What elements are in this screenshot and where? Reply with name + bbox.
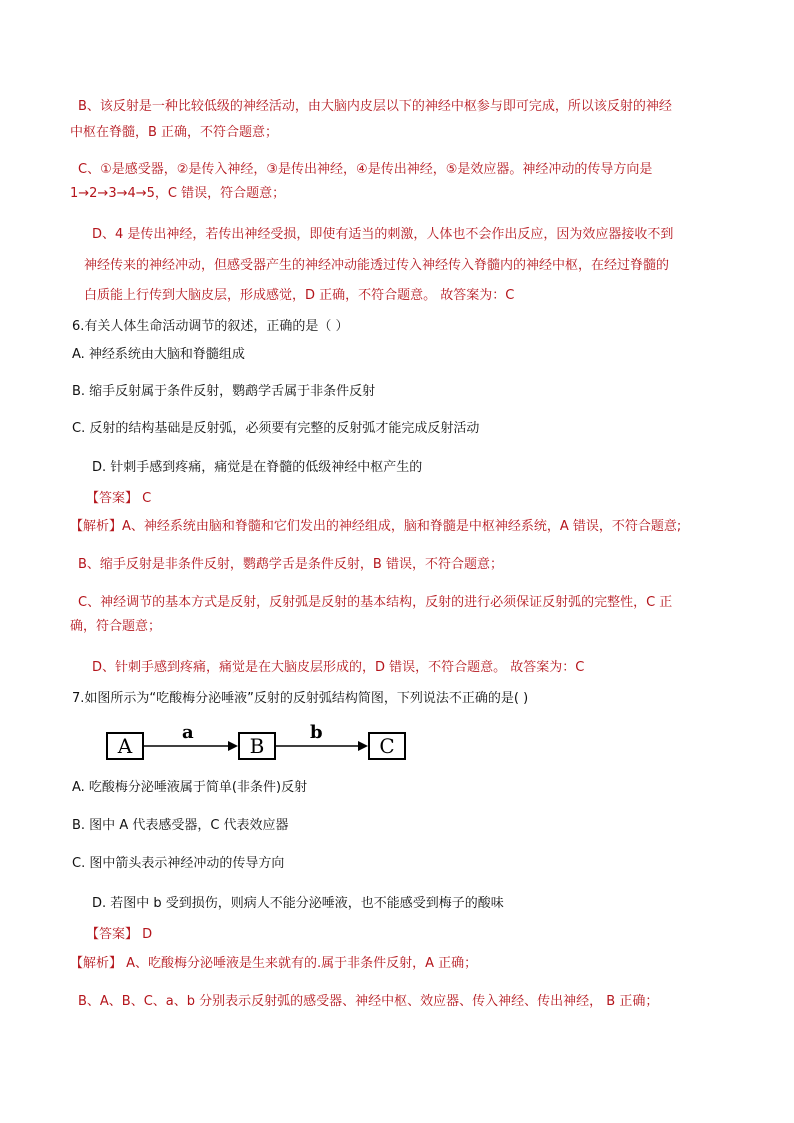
analysis-line: 【解析】 A、吃酸梅分泌唾液是生来就有的.属于非条件反射，A 正确； bbox=[70, 956, 478, 971]
option-d: D. 针刺手感到疼痛，痛觉是在脊髓的低级神经中枢产生的 bbox=[92, 460, 423, 475]
question-text: 7.如图所示为“吃酸梅分泌唾液”反射的反射弧结构简图，下列说法不正确的是( ) bbox=[72, 691, 529, 706]
text-line: C、①是感受器，②是传入神经，③是传出神经，④是传出神经，⑤是效应器。神经冲动的传导方向是 bbox=[78, 162, 653, 177]
answer-label: 【答案】 C bbox=[86, 491, 152, 506]
analysis-line: D、针刺手感到疼痛，痛觉是在大脑皮层形成的，D 错误，不符合题意。 故答案为：C bbox=[92, 660, 585, 675]
diagram-box-a: A bbox=[106, 732, 144, 760]
text-line: B、该反射是一种比较低级的神经活动，由大脑内皮层以下的神经中枢参与即可完成，所以该反射的神经 bbox=[78, 99, 672, 114]
text-line: 白质能上行传到大脑皮层，形成感觉，D 正确，不符合题意。 故答案为：C bbox=[84, 288, 515, 303]
analysis-line: C、神经调节的基本方式是反射，反射弧是反射的基本结构，反射的进行必须保证反射弧的完整性，C 正 bbox=[78, 595, 673, 610]
option-c: C. 反射的结构基础是反射弧，必须要有完整的反射弧才能完成反射活动 bbox=[72, 421, 480, 436]
analysis-line: B、缩手反射是非条件反射，鹦鹉学舌是条件反射，B 错误，不符合题意； bbox=[78, 557, 503, 572]
text-line: 中枢在脊髓，B 正确，不符合题意； bbox=[70, 125, 279, 140]
text-line: 1→2→3→4→5，C 错误，符合题意； bbox=[70, 186, 286, 201]
option-b: B. 图中 A 代表感受器，C 代表效应器 bbox=[72, 818, 289, 833]
text-line: D、4 是传出神经，若传出神经受损，即使有适当的刺激，人体也不会作出反应，因为效应器接收不到 bbox=[92, 227, 674, 242]
reflex-arc-diagram bbox=[106, 722, 416, 768]
diagram-label-a: a bbox=[182, 722, 194, 743]
analysis-line: 【解析】A、神经系统由脑和脊髓和它们发出的神经组成，脑和脊髓是中枢神经系统，A 错误，不符合题意; bbox=[70, 519, 682, 534]
analysis-line: B、A、B、C、a、b 分别表示反射弧的感受器、神经中枢、效应器、传入神经、传出神经， B 正确； bbox=[78, 994, 659, 1009]
diagram-box-c: C bbox=[368, 732, 406, 760]
question-text: 6.有关人体生命活动调节的叙述，正确的是（ ） bbox=[72, 319, 349, 334]
answer-label: 【答案】 D bbox=[86, 927, 153, 942]
option-c: C. 图中箭头表示神经冲动的传导方向 bbox=[72, 856, 285, 871]
diagram-box-b: B bbox=[238, 732, 276, 760]
option-d: D. 若图中 b 受到损伤，则病人不能分泌唾液，也不能感受到梅子的酸味 bbox=[92, 896, 504, 911]
text-line: 神经传来的神经冲动，但感受器产生的神经冲动能透过传入神经传入脊髓内的神经中枢，在经过脊髓的 bbox=[84, 258, 670, 273]
option-a: A. 神经系统由大脑和脊髓组成 bbox=[72, 347, 245, 362]
diagram-label-b: b bbox=[310, 722, 323, 743]
analysis-line: 确，符合题意； bbox=[70, 619, 162, 634]
option-a: A. 吃酸梅分泌唾液属于简单(非条件)反射 bbox=[72, 780, 308, 795]
option-b: B. 缩手反射属于条件反射，鹦鹉学舌属于非条件反射 bbox=[72, 384, 376, 399]
